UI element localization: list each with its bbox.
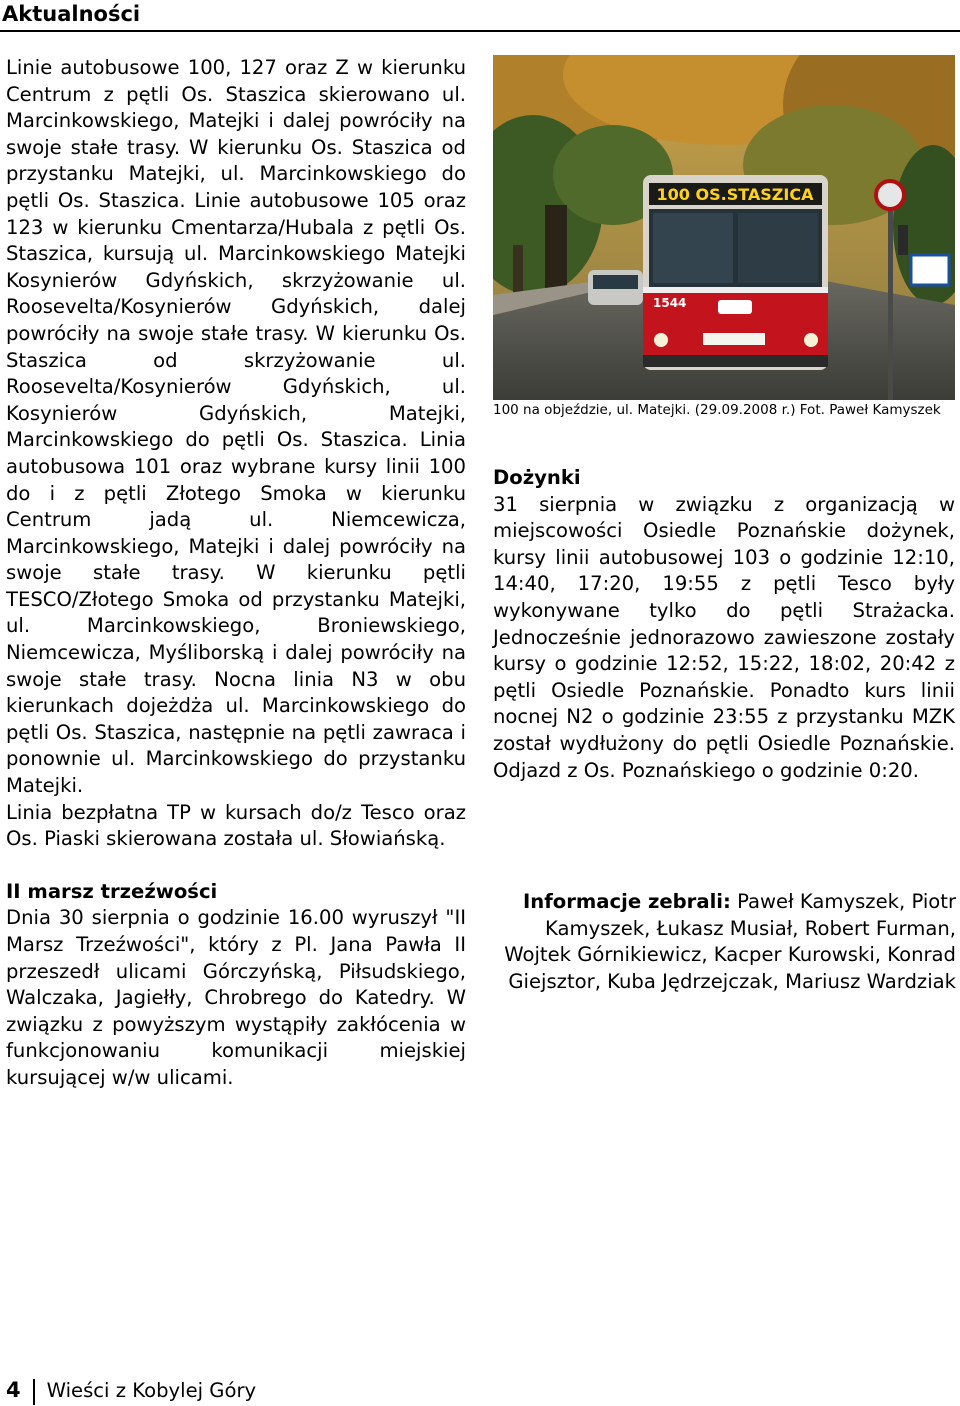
publication-name: Wieści z Kobylej Góry	[46, 1379, 257, 1402]
page-number: 4	[6, 1378, 21, 1402]
header-bar	[0, 0, 960, 32]
credits	[500, 889, 956, 995]
bus-fleet-number: 1544	[653, 296, 687, 310]
bus-photo-illustration	[493, 55, 955, 400]
photo-caption: 100 na objeździe, ul. Matejki. (29.09.2008 r.) Fot. Paweł Kamyszek	[493, 402, 941, 418]
page-footer	[6, 1376, 256, 1406]
right-column	[493, 465, 955, 784]
section-title: Aktualności	[2, 2, 141, 26]
left-column	[6, 55, 466, 1092]
footer-divider	[33, 1379, 35, 1405]
tp-line-paragraph: Linia bezpłatna TP w kursach do/z Tesco oraz Os. Piaski skierowana została ul. Słowiańską.	[6, 800, 466, 851]
harvest-festival-heading: Dożynki	[493, 466, 581, 489]
harvest-festival-paragraph: 31 sierpnia w związku z organizacją w miejscowości Osiedle Poznańskie dożynek, kursy linii autobusowej 103 o godzinie 12:10, 14:40, 17:20, 19:55 z pętli Tesco były wykonywane tylko do pętli Strażacka. Jednocześnie jednorazowo zawieszone zostały kursy o godzinie 12:52, 15:22, 18:02, 20:42 z pętli Osiedle Poznańskie. Ponadto kurs linii nocnej N2 o godzinie 23:55 z przystanku MZK został wydłużony do pętli Osiedle Poznańskie. Odjazd z Os. Poznańskiego o godzinie 0:20.	[493, 492, 955, 782]
bus-photo	[493, 55, 955, 400]
credits-names: Paweł Kamyszek, Piotr Kamyszek, Łukasz Musiał, Robert Furman, Wojtek Górnikiewicz, Kacper Kurowski, Konrad Giejsztor, Kuba Jędrzejczak, Mariusz Wardziak	[504, 890, 956, 993]
bus-destination-sign: 100 OS.STASZICA	[656, 185, 814, 204]
detours-paragraph: Linie autobusowe 100, 127 oraz Z w kierunku Centrum z pętli Os. Staszica skierowano ul. Marcinkowskiego, Matejki i dalej powróciły na swoje stałe trasy. W kierunku Os. Staszica od przystanku Matejki, ul. Marcinkowskiego do pętli Os. Staszica. Linie autobusowe 105 oraz 123 w kierunku Cmentarza/Hubala z pętli Os. Staszica, kursują ul. Marcinkowskiego Matejki Kosynierów Gdyńskich, skrzyżowanie ul. Roosevelta/Kosynierów Gdyńskich, dalej powróciły na swoje stałe trasy. W kierunku Os. Staszica od skrzyżowanie ul. Roosevelta/Kosynierów Gdyńskich, ul. Kosynierów Gdyńskich, Matejki, Marcinkowskiego do pętli Os. Staszica. Linia autobusowa 101 oraz wybrane kursy linii 100 do i z pętli Złotego Smoka w kierunku Centrum jadą ul. Niemcewicza, Marcinkowskiego, Matejki i dalej powróciły na swoje stałe trasy. W kierunku pętli TESCO/Złotego Smoka od przystanku Matejki, ul. Marcinkowskiego, Broniewskiego, Niemcewicza, Myśliborską i dalej powróciły na swoje stałe trasy. Nocna linia N3 w obu kierunkach dojeżdża ul. Marcinkowskiego do pętli Os. Staszica, następnie na pętli zawraca i ponownie ul. Marcinkowskiego do przystanku Matejki.	[6, 56, 466, 798]
march-heading: II marsz trzeźwości	[6, 879, 218, 903]
credits-label: Informacje zebrali:	[523, 890, 731, 913]
march-paragraph: Dnia 30 sierpnia o godzinie 16.00 wyruszył "II Marsz Trzeźwości", który z Pl. Jana Pawła II przeszedł ulicami Górczyńską, Piłsudskiego, Walczaka, Jagiełły, Chrobrego do Katedry. W związku z powyższym wystąpiły zakłócenia w funkcjonowaniu komunikacji miejskiej kursującej w/w ulicami.	[6, 906, 466, 1089]
